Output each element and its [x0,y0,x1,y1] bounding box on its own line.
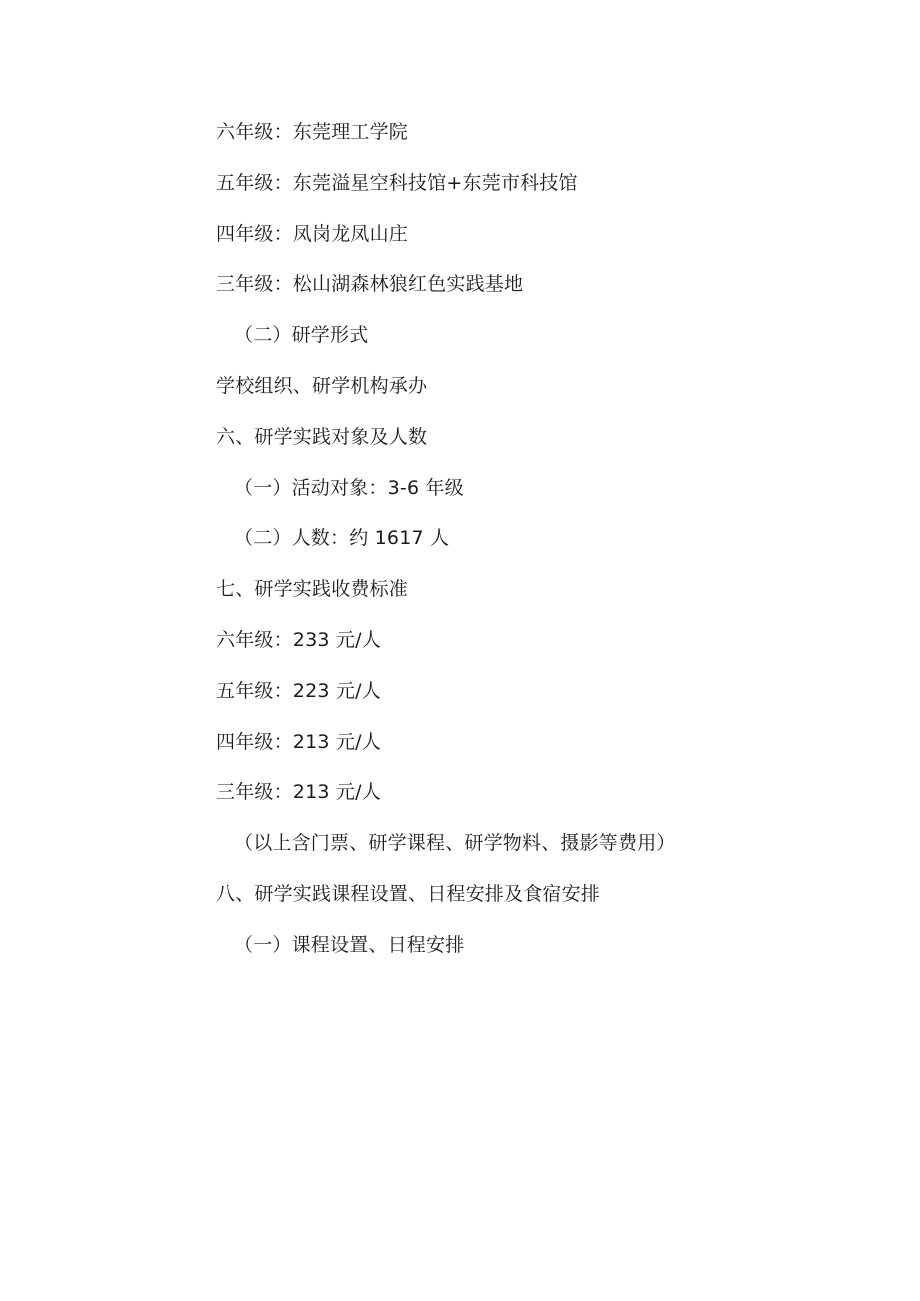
section-heading: 七、研学实践收费标准 [216,578,409,601]
section-heading: 八、研学实践课程设置、日程安排及食宿安排 [216,882,601,905]
text-line: 六年级：233 元/人 [216,628,381,651]
subsection-heading: （二）人数：约 1617 人 [234,527,450,550]
text-line: 五年级：东莞溢星空科技馆+东莞市科技馆 [216,171,578,194]
note-line: （以上含门票、研学课程、研学物料、摄影等费用） [234,832,676,855]
text-line: 学校组织、研学机构承办 [216,374,428,397]
subsection-heading: （一）活动对象：3-6 年级 [234,476,464,499]
subsection-heading: （一）课程设置、日程安排 [234,933,465,956]
subsection-heading: （二）研学形式 [234,324,369,347]
text-line: 三年级：213 元/人 [216,781,381,804]
document-body [216,114,816,978]
text-line: 四年级：凤岗龙凤山庄 [216,222,409,245]
text-line: 五年级：223 元/人 [216,679,381,702]
section-heading: 六、研学实践对象及人数 [216,425,428,448]
text-line: 六年级：东莞理工学院 [216,121,409,143]
text-line: 三年级：松山湖森林狼红色实践基地 [216,273,524,296]
text-line: 四年级：213 元/人 [216,730,381,753]
